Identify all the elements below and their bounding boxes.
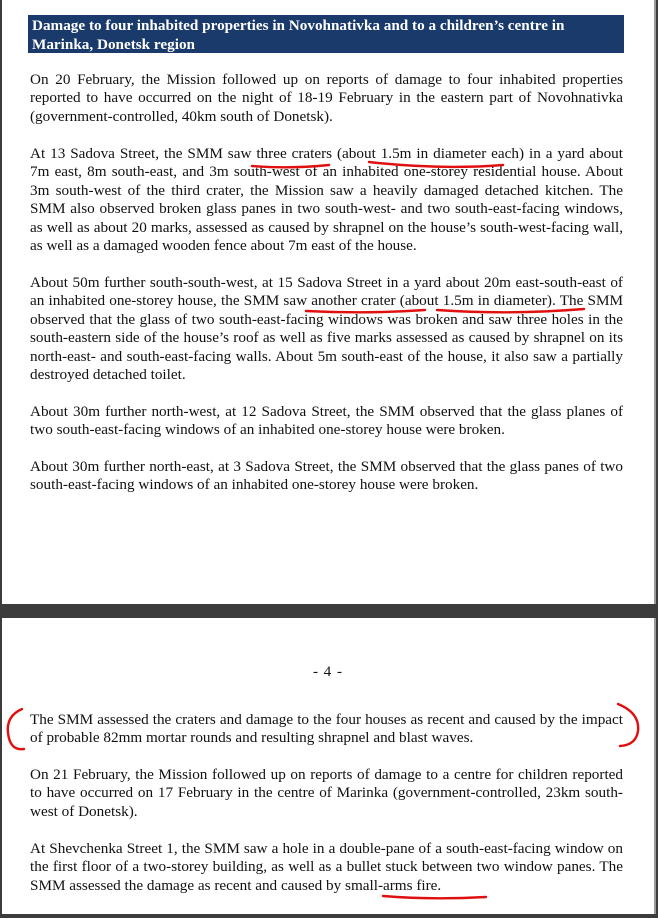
- paragraph-3: About 50m further south-south-west, at 15 Sadova Street in a yard about 20m east-south-east of an inhabited one-storey house, the SMM saw another crater (about 1.5m in diameter). The SMM observed that the glass of two south-east-facing windows was broken and saw three holes in the south-eastern side of the house’s roof as well as five marks assessed as caused by shrapnel on its north-east- and south-east-facing walls. About 5m south-east of the house, it also saw a partially destroyed detached toilet.: [30, 274, 623, 384]
- section-heading: Damage to four inhabited properties in Novohnativka and to a children’s centre in Marinka, Donetsk region: [28, 15, 624, 53]
- paragraph-7: On 21 February, the Mission followed up on reports of damage to a centre for children reported to have occurred on 17 February in the centre of Marinka (government-controlled, 23km south-west of Donetsk).: [30, 766, 623, 820]
- paragraph-8: At Shevchenka Street 1, the SMM saw a hole in a double-pane of a south-east-facing window on the first floor of a two-storey building, as well as a bullet stuck between two window panes. The SMM assessed the damage as recent and caused by small-arms fire.: [30, 840, 623, 894]
- document-page-2: [2, 618, 656, 914]
- paragraph-4: About 30m further north-west, at 12 Sadova Street, the SMM observed that the glass planes of two south-east-facing windows of an inhabited one-storey house were broken.: [30, 403, 623, 439]
- paragraph-5: About 30m further north-east, at 3 Sadova Street, the SMM observed that the glass panes of two south-east-facing windows of an inhabited one-storey house were broken.: [30, 458, 623, 494]
- paragraph-1: On 20 February, the Mission followed up on reports of damage to four inhabited properties reported to have occurred on the night of 18-19 February in the eastern part of Novohnativka (government-controlled, 40km south of Donetsk).: [30, 71, 623, 125]
- paragraph-2: At 13 Sadova Street, the SMM saw three craters (about 1.5m in diameter each) in a yard about 7m east, 8m south-east, and 3m south-west of an inhabited one-storey residential house. About 3m south-west of the third crater, the Mission saw a heavily damaged detached kitchen. The SMM also observed broken glass panes in two south-west- and two south-east-facing windows, as well as about 20 marks, assessed as caused by shrapnel on the house’s south-west-facing wall, as well as a damaged wooden fence about 7m east of the house.: [30, 145, 623, 255]
- paragraph-6: The SMM assessed the craters and damage to the four houses as recent and caused by the impact of probable 82mm mortar rounds and resulting shrapnel and blast waves.: [30, 711, 623, 747]
- document-page-1: [2, 0, 656, 604]
- page-number: - 4 -: [313, 664, 343, 680]
